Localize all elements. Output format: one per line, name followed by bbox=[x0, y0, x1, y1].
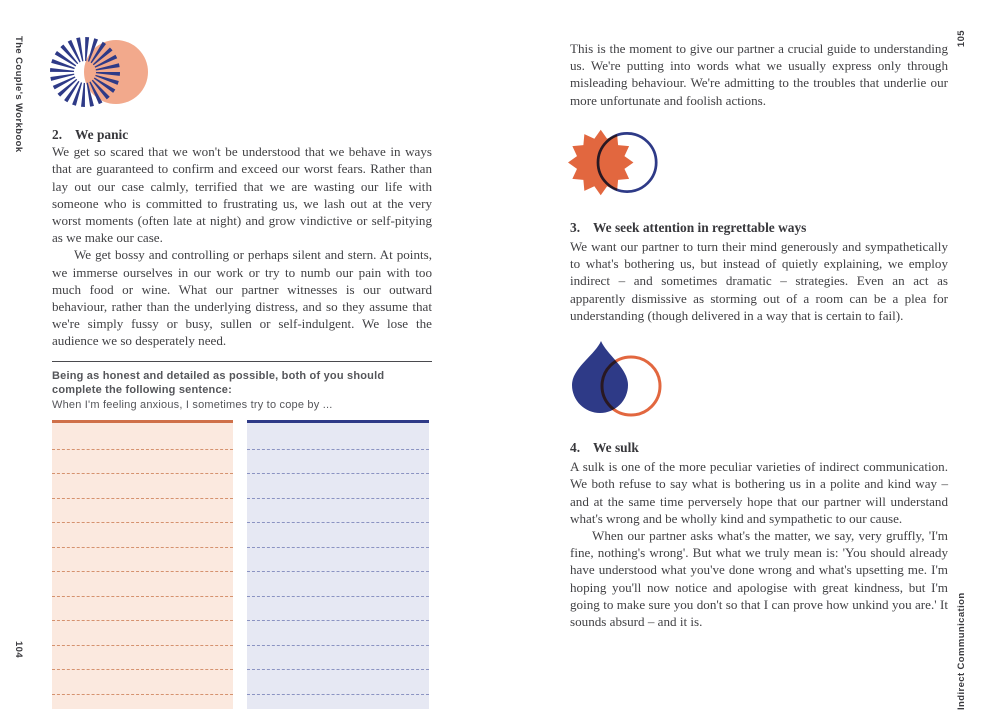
ruled-line bbox=[52, 425, 233, 450]
right-margin-title: Indirect Communication bbox=[956, 592, 967, 710]
answer-box-partner-1 bbox=[52, 420, 233, 709]
section-3-body: We want our partner to turn their mind generously and sympathetically to what's bothering us, but instead of quietly explaining, we employ indirect – and sometimes dramatic – strategies. Even an act as apparently dismissive as storming out of a room can be a plea for understanding (though delivered in a way that is certain to fail). bbox=[570, 239, 948, 323]
sunburst-circle-icon bbox=[50, 36, 150, 108]
right-page-column bbox=[570, 40, 948, 630]
section-4-number: 4. bbox=[570, 440, 581, 456]
exercise-instruction-line-2: complete the following sentence: bbox=[52, 384, 232, 397]
section-4-heading bbox=[570, 439, 948, 456]
ruled-line bbox=[52, 695, 233, 710]
left-margin-title: The Couple's Workbook bbox=[13, 36, 24, 153]
ruled-line bbox=[247, 548, 429, 573]
ruled-line bbox=[52, 474, 233, 499]
exercise-prompt-sentence: When I'm feeling anxious, I sometimes try to cope by ... bbox=[52, 398, 333, 411]
ruled-line bbox=[52, 597, 233, 622]
ruled-line bbox=[247, 597, 429, 622]
section-4-paragraph-2: When our partner asks what's the matter, we say, very gruffly, 'I'm fine, nothing's wrong'. But what we truly mean is: 'You should already have understood what you've done wrong and what's upsetting me. I'm hoping you'll now notice and apologise with great kindness, but I'm going to make sure you don't so that I can prove how unkind you are.' It sounds absurd – and it is. bbox=[570, 528, 948, 630]
starburst-shape bbox=[568, 130, 633, 195]
right-page-number: 105 bbox=[956, 30, 967, 48]
ruled-line bbox=[52, 450, 233, 475]
left-page-column bbox=[52, 126, 432, 709]
ruled-line bbox=[247, 523, 429, 548]
ruled-line bbox=[52, 621, 233, 646]
section-2-paragraph-2: We get bossy and controlling or perhaps silent and stern. At points, we immerse ourselves in our work or try to numb our pain with too much food or wine. What our partner witnesses is our outward behaviour, rather than the underlying distress, and so they assume that we're simply fussy or busy, sullen or self-indulgent. We lose the audience we so desperately need. bbox=[52, 247, 432, 349]
answer-box-partner-2 bbox=[247, 420, 429, 709]
ruled-line bbox=[52, 572, 233, 597]
left-page-number: 104 bbox=[13, 641, 24, 659]
section-2-heading bbox=[52, 126, 432, 143]
section-3-number: 3. bbox=[570, 219, 581, 235]
section-3-heading bbox=[570, 219, 948, 236]
ruled-line bbox=[52, 670, 233, 695]
ruled-line bbox=[247, 670, 429, 695]
ruled-line bbox=[247, 425, 429, 450]
ruled-line bbox=[52, 523, 233, 548]
answer-boxes bbox=[52, 420, 432, 709]
section-2-paragraph-1: We get so scared that we won't be understood that we behave in ways that are guaranteed to confirm and exceed our worst fears. Rather than lay out our case calmly, terrified that we are wasting our life with someone who is committed to frustrating us, we lash out at the very worst moments (often late at night) and grow vindictive or self-pitying as we make our case. bbox=[52, 144, 432, 246]
ruled-line bbox=[247, 450, 429, 475]
starburst-circle-icon bbox=[568, 126, 668, 199]
ruled-line bbox=[247, 572, 429, 597]
ruled-line bbox=[247, 474, 429, 499]
section-4-title: We sulk bbox=[593, 440, 639, 456]
ruled-line bbox=[52, 646, 233, 671]
droplet-circle-icon bbox=[570, 339, 665, 418]
right-page-intro-paragraph: This is the moment to give our partner a crucial guide to understanding us. We're putting into words what we usually express only through misleading behaviour. We're admitting to the troubles that underlie our more unfortunate and foolish actions. bbox=[570, 41, 948, 108]
droplet-shape bbox=[572, 341, 628, 413]
exercise-divider-rule bbox=[52, 361, 432, 362]
section-3-title: We seek attention in regrettable ways bbox=[593, 219, 807, 235]
section-2-title: We panic bbox=[75, 127, 129, 142]
section-4-paragraph-1: A sulk is one of the more peculiar varieties of indirect communication. We both refuse to say what is bothering us in a polite and kind way – and at the same time perversely hope that our partner will understand what's wrong and be wholly kind and sympathetic to our cause. bbox=[570, 459, 948, 526]
exercise-instruction-line-1: Being as honest and detailed as possible, both of you should bbox=[52, 369, 385, 382]
ruled-line bbox=[247, 646, 429, 671]
ruled-line bbox=[52, 499, 233, 524]
ruled-line bbox=[247, 621, 429, 646]
section-2-number: 2. bbox=[52, 127, 63, 142]
ruled-line bbox=[52, 548, 233, 573]
ruled-line bbox=[247, 695, 429, 710]
ruled-line bbox=[247, 499, 429, 524]
